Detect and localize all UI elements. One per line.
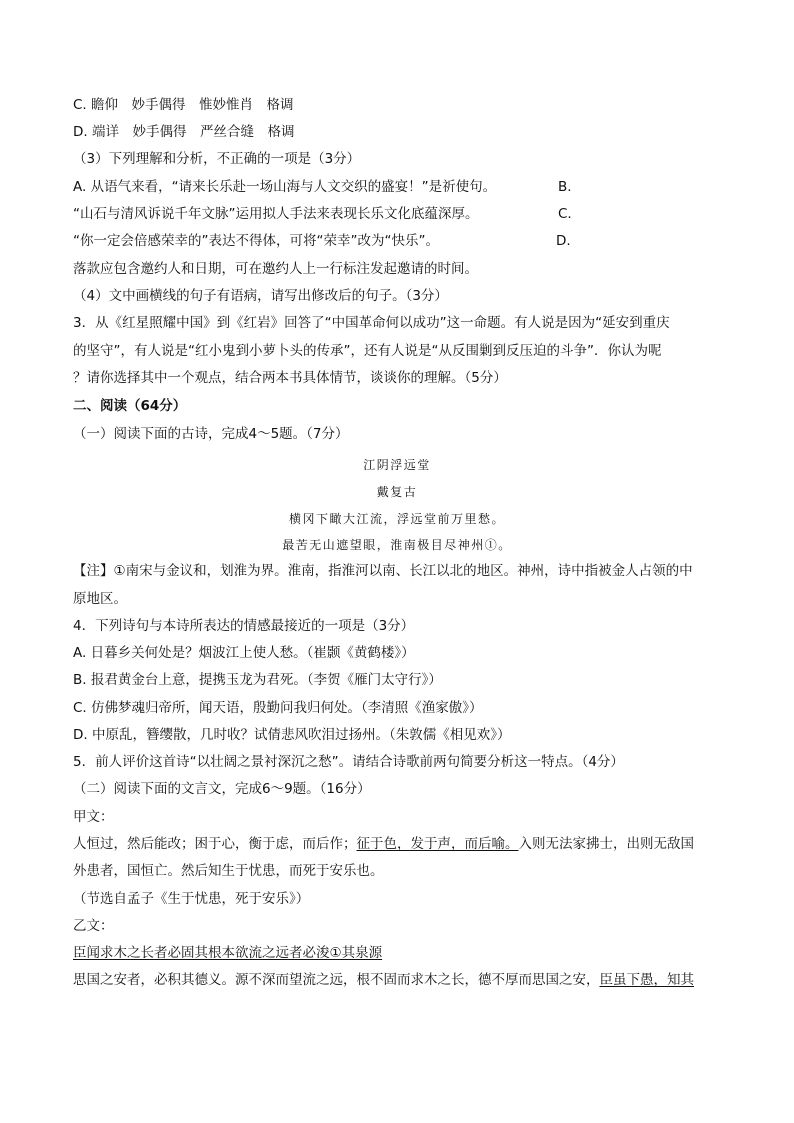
text-yi-underlined-phrase: 臣虽下愚，知其 xyxy=(599,972,694,988)
text-jia-source: （节选自孟子《生于忧患，死于安乐》） xyxy=(73,891,310,907)
q2-sub3-option-c: “你一定会倍感荣幸的”表达不得体，可将“荣幸”改为“快乐”。 xyxy=(73,233,439,249)
q4-option-a: A. 日暮乡关何处是？烟波江上使人愁。（崔颢《黄鹤楼》） xyxy=(73,645,415,661)
poem-note-line-1: 【注】①南宋与金议和，划淮为界。淮南，指淮河以南、长江以北的地区。神州，诗中指被金人占领的中 xyxy=(73,563,693,579)
q2-sub3-option-d-letter: D. xyxy=(556,233,571,249)
text-jia-segment: 人恒过，然后能改；困于心，衡于虑，而后作； xyxy=(73,836,357,852)
poem-line-2: 最苦无山遮望眼，淮南极目尽神州①。 xyxy=(282,538,512,552)
q4-option-c: C. 仿佛梦魂归帝所，闻天语，殷勤问我归何处。（李清照《渔家傲》） xyxy=(73,700,483,716)
q5-question: 5．前人评价这首诗“以壮阔之景衬深沉之愁”。请结合诗歌前两句简要分析这一特点。（4分） xyxy=(73,754,624,770)
text-yi-label: 乙文： xyxy=(73,918,114,934)
text-yi-paragraph-line xyxy=(73,971,694,989)
q2-sub3-option-b: “山石与清风诉说千年文脉”运用拟人手法来表现长乐文化底蕴深厚。 xyxy=(73,206,479,222)
q4-option-d: D. 中原乱，簪缨散，几时收？试倩悲风吹泪过扬州。（朱敦儒《相见欢》） xyxy=(73,727,511,743)
part-1-intro: （一）阅读下面的古诗，完成4～5题。（7分） xyxy=(73,426,349,442)
q2-option-d: D. 端详 妙手偶得 严丝合缝 格调 xyxy=(73,124,295,140)
poem-line-1: 横冈下瞰大江流，浮远堂前万里愁。 xyxy=(288,512,505,526)
q3-line-2: 的坚守”，有人说是“红小鬼到小萝卜头的传承”，还有人说是“从反围剿到反压迫的斗争”．你认为呢 xyxy=(73,343,662,359)
poem-note-line-2: 原地区。 xyxy=(73,591,127,607)
poem-author: 戴复古 xyxy=(376,485,418,499)
q2-sub3-option-d: 落款应包含邀约人和日期，可在邀约人上一行标注发起邀请的时间。 xyxy=(73,261,478,277)
text-jia-paragraph-line-2: 外患者，国恒亡。然后知生于忧患，而死于安乐也。 xyxy=(73,863,384,879)
section-2-heading: 二、阅读（64分） xyxy=(73,398,187,414)
q2-sub3-option-a: A. 从语气来看，“请来长乐赴一场山海与人文交织的盛宴！”是祈使句。 xyxy=(73,179,497,195)
q2-sub3-question: （3）下列理解和分析，不正确的一项是（3分） xyxy=(73,151,361,167)
text-yi-segment: 思国之安者，必积其德义。源不深而望流之远，根不固而求木之长，德不厚而思国之安， xyxy=(73,972,600,988)
text-jia-segment: 入则无法家拂士，出则无敌国 xyxy=(518,836,694,852)
q2-sub3-option-c-letter: C. xyxy=(558,206,572,222)
q4-question: 4．下列诗句与本诗所表达的情感最接近的一项是（3分） xyxy=(73,618,415,634)
q2-sub4-question: （4）文中画横线的句子有语病，请写出修改后的句子。（3分） xyxy=(73,288,448,304)
q2-sub3-option-b-letter: B. xyxy=(558,179,572,195)
q2-option-c: C. 瞻仰 妙手偶得 惟妙惟肖 格调 xyxy=(73,97,294,113)
part-2-intro: （二）阅读下面的文言文，完成6～9题。（16分） xyxy=(73,781,371,797)
poem-title: 江阴浮远堂 xyxy=(363,458,431,472)
text-jia-paragraph-line-1 xyxy=(73,835,694,853)
q3-line-1: 3．从《红星照耀中国》到《红岩》回答了“中国革命何以成功”这一命题。有人说是因为“延安到重庆 xyxy=(73,315,670,331)
q3-line-3: ？请你选择其中一个观点，结合两本书具体情节，谈谈你的理解。（5分） xyxy=(73,370,507,386)
text-jia-underlined-sentence: 征于色，发于声，而后喻。 xyxy=(356,836,519,852)
q4-option-b: B. 报君黄金台上意，提携玉龙为君死。（李贺《雁门太守行》） xyxy=(73,672,442,688)
text-jia-label: 甲文： xyxy=(73,809,114,825)
text-yi-underlined-sentence: 臣闻求木之长者必固其根本欲流之远者必浚①其泉源 xyxy=(73,945,383,961)
